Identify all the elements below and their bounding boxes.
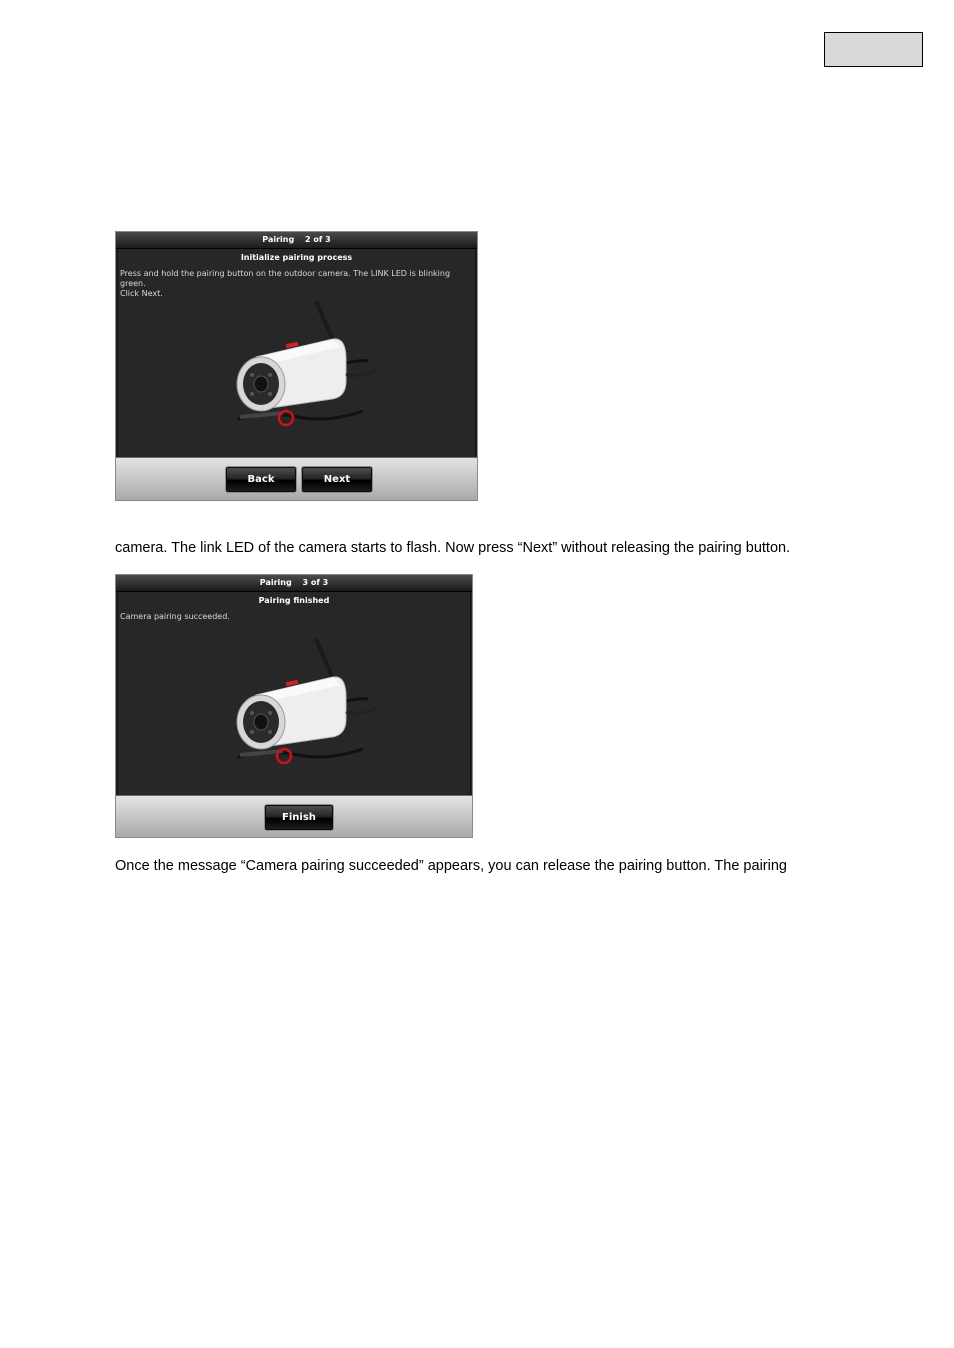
instruction-paragraph-1: camera. The link LED of the camera starts to flash. Now press “Next” without releasing the pairing button. — [115, 540, 791, 556]
next-button[interactable]: Next — [302, 467, 372, 492]
content-area — [117, 592, 471, 796]
screen-description: Press and hold the pairing button on the outdoor camera. The LINK LED is blinking green. Click Next. — [120, 269, 451, 298]
language-box — [824, 32, 923, 67]
pairing-screen-step-3 — [115, 574, 473, 838]
button-bar — [116, 795, 472, 837]
title-bar — [116, 232, 477, 249]
title-label: Pairing — [262, 235, 295, 244]
finish-button[interactable]: Finish — [265, 805, 333, 830]
screen-description: Camera pairing succeeded. — [120, 612, 230, 621]
instruction-paragraph-2: Once the message “Camera pairing succeeded” appears, you can release the pairing button. The pairing — [115, 858, 787, 874]
pairing-screen-step-2 — [115, 231, 478, 501]
content-area — [117, 249, 476, 458]
title-label: Pairing — [259, 578, 292, 587]
step-label: 2 of 3 — [305, 235, 331, 244]
step-label: 3 of 3 — [302, 578, 329, 587]
outdoor-camera-image — [228, 299, 378, 444]
title-bar — [116, 575, 472, 592]
back-button[interactable]: Back — [226, 467, 296, 492]
pairing-button-highlight-icon — [277, 749, 291, 763]
pairing-button-highlight-icon — [279, 411, 293, 425]
outdoor-camera-image — [228, 637, 378, 782]
screen-heading: Pairing finished — [258, 596, 330, 605]
button-bar — [116, 457, 477, 500]
screen-heading: Initialize pairing process — [240, 253, 353, 262]
